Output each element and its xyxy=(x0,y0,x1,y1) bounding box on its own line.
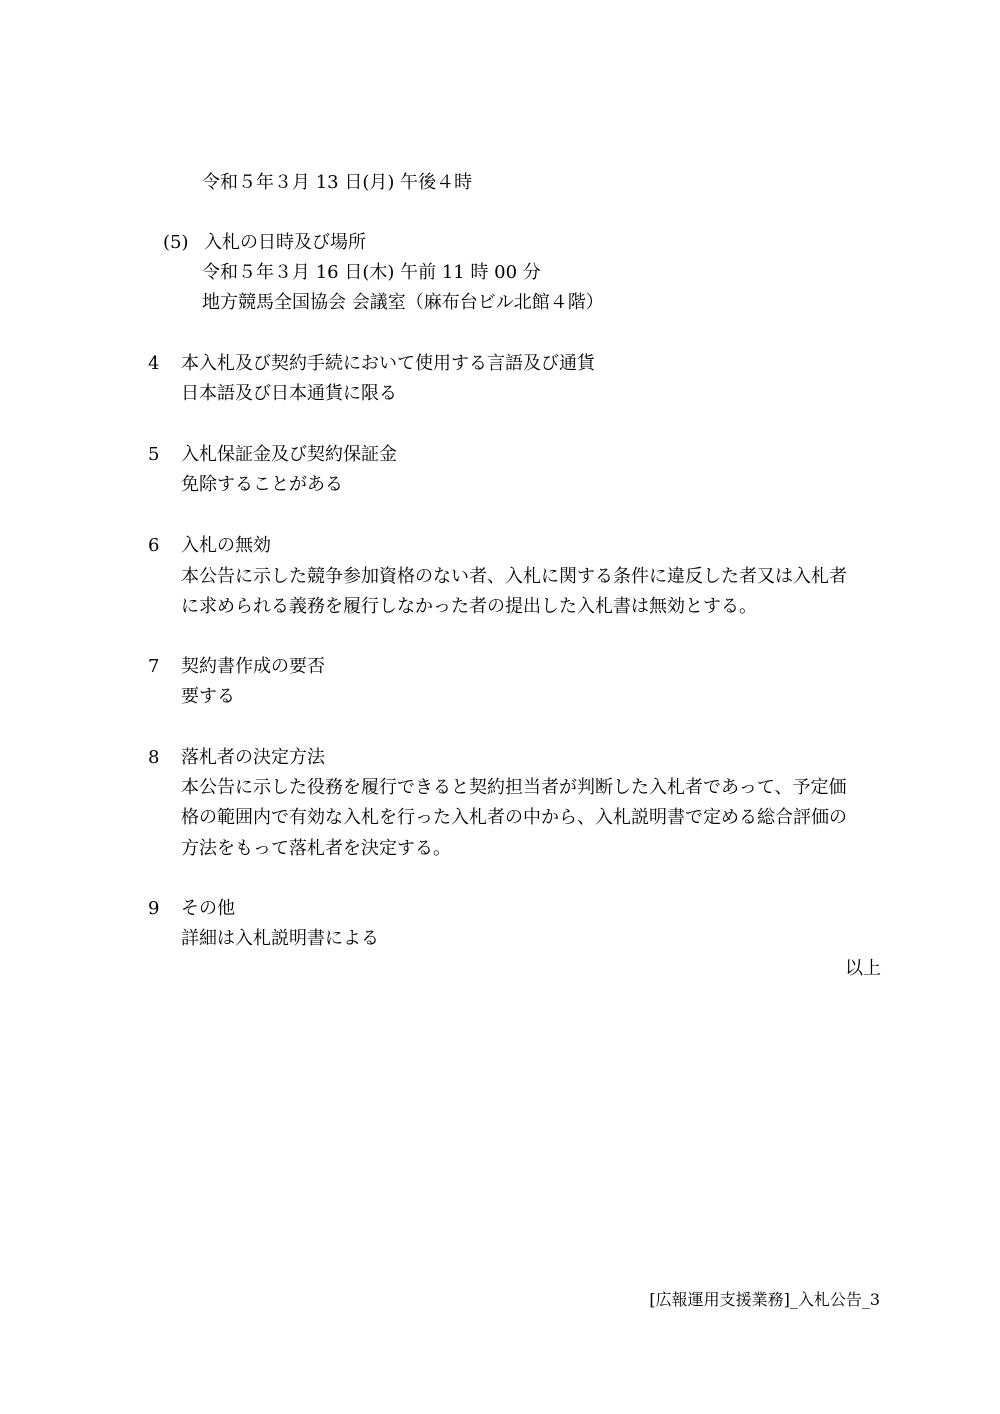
section-6-body-line-1: 本公告に示した競争参加資格のない者、入札に関する条件に違反した者又は入札者 xyxy=(181,566,847,587)
section-5-number: 5 xyxy=(148,444,160,465)
section-9-body: 詳細は入札説明書による xyxy=(181,928,379,949)
section-7-number: 7 xyxy=(148,656,160,677)
deadline-text: 令和５年３月 13 日(月) 午後４時 xyxy=(202,172,473,193)
section-8-body-line-1: 本公告に示した役務を履行できると契約担当者が判断した入札者であって、予定価 xyxy=(181,777,847,798)
section-8-body-line-2: 格の範囲内で有効な入札を行った入札者の中から、入札説明書で定める総合評価の xyxy=(181,807,847,828)
section-7-body: 要する xyxy=(181,686,235,707)
subsection-5-heading: 入札の日時及び場所 xyxy=(204,232,366,253)
bid-place-text: 地方競馬全国協会 会議室（麻布台ビル北館４階） xyxy=(202,292,604,313)
section-4-number: 4 xyxy=(148,353,160,374)
section-5-body: 免除することがある xyxy=(181,474,343,495)
closing-text: 以上 xyxy=(845,958,881,979)
section-9-heading: その他 xyxy=(181,898,235,919)
section-6-heading: 入札の無効 xyxy=(181,535,271,556)
section-6-body-line-2: に求められる義務を履行しなかった者の提出した入札書は無効とする。 xyxy=(181,596,757,617)
section-5-heading: 入札保証金及び契約保証金 xyxy=(181,444,397,465)
section-6-number: 6 xyxy=(148,535,160,556)
section-8-body-line-3: 方法をもって落札者を決定する。 xyxy=(181,838,451,859)
bid-datetime-text: 令和５年３月 16 日(木) 午前 11 時 00 分 xyxy=(202,262,541,283)
section-8-number: 8 xyxy=(148,747,160,768)
section-9-number: 9 xyxy=(148,898,160,919)
section-4-body: 日本語及び日本通貨に限る xyxy=(181,383,397,404)
section-8-heading: 落札者の決定方法 xyxy=(181,747,325,768)
page-footer: [広報運用支援業務]_入札公告_3 xyxy=(649,1290,880,1309)
section-4-heading: 本入札及び契約手続において使用する言語及び通貨 xyxy=(181,353,595,374)
section-7-heading: 契約書作成の要否 xyxy=(181,656,325,677)
subsection-5-marker: (5) xyxy=(163,232,189,253)
